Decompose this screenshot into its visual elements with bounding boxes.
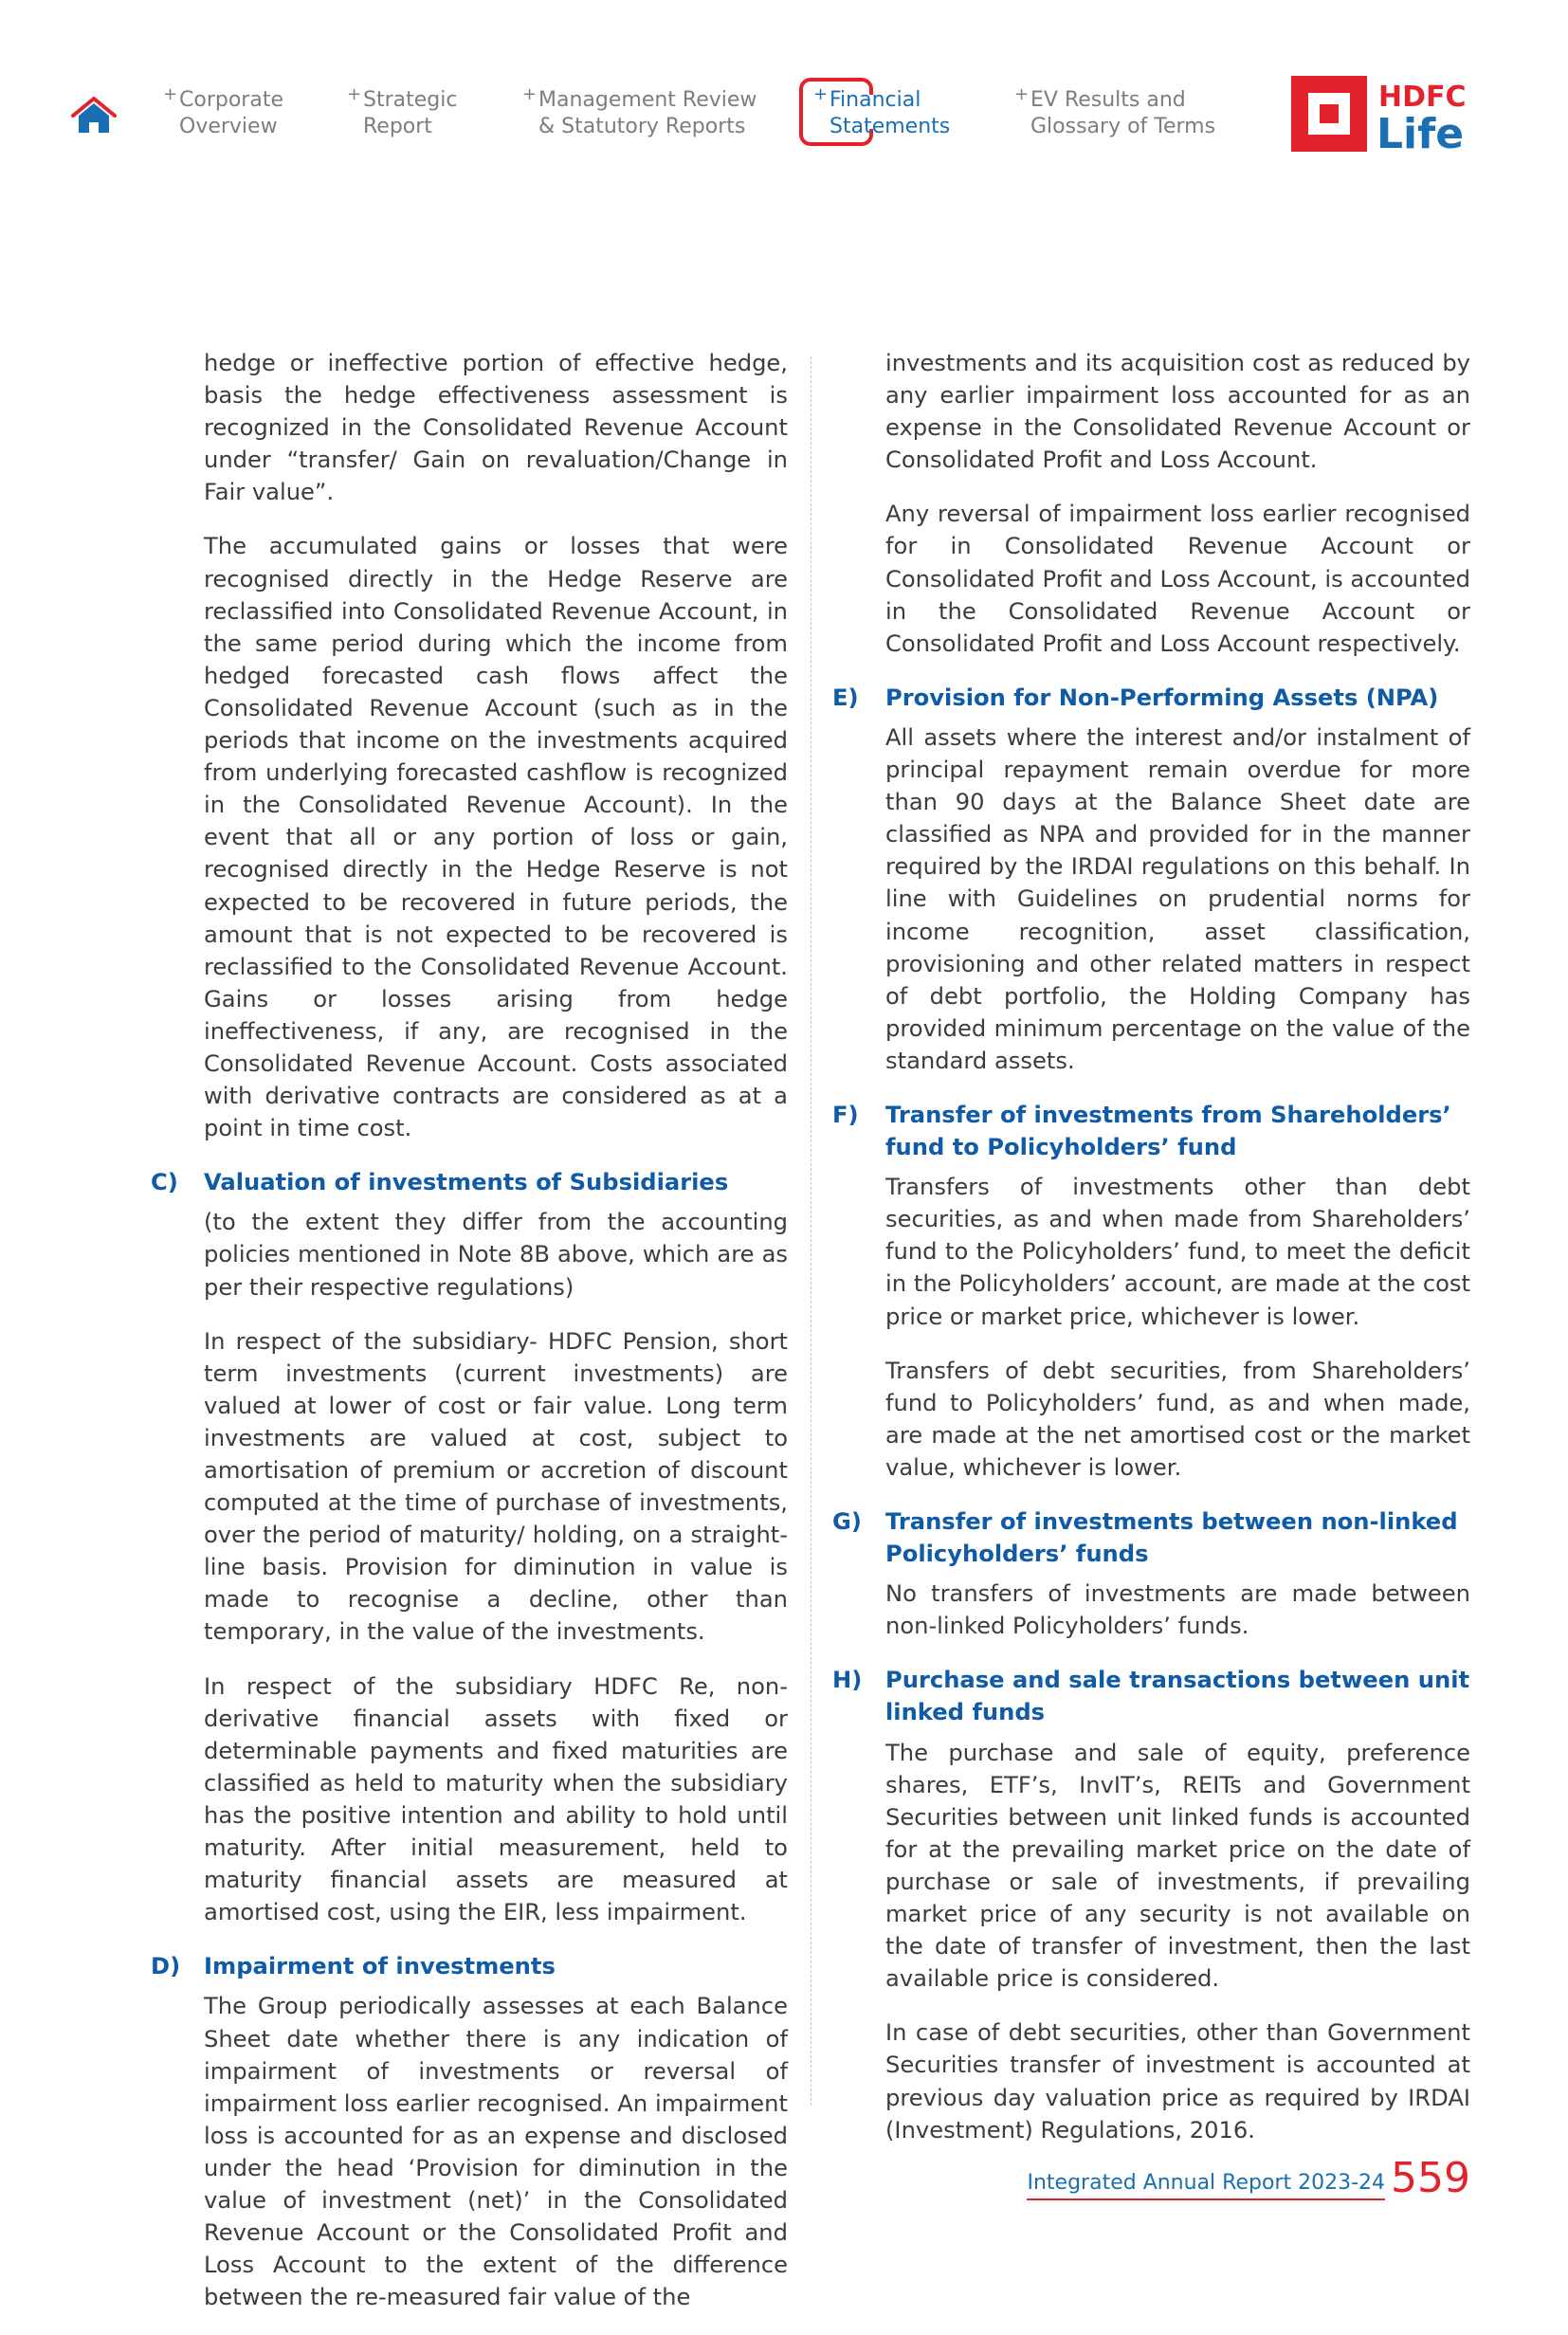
section-title: Valuation of investments of Subsidiaries (204, 1169, 729, 1196)
paragraph: Transfers of debt securities, from Shareholders’ fund to Policyholders’ fund, as and when made, are made at the net amortised cost or the market value, whichever is lower. (885, 1357, 1470, 1481)
paragraph: (to the extent they differ from the accounting policies mentioned in Note 8B above, which are as per their respective regulations) (204, 1209, 788, 1301)
section-heading-h (832, 1664, 1470, 1728)
nav-management-review[interactable] (522, 84, 757, 140)
section-letter: E) (832, 684, 859, 711)
svg-text:Life: Life (1377, 110, 1465, 152)
plus-icon: + (522, 84, 538, 104)
nav-label-line2: Report (363, 115, 432, 138)
paragraph: The purchase and sale of equity, preference shares, ETF’s, InvIT’s, REITs and Government Securities between unit linked funds is accounted for at the prevailing market price on the date of purchase or sale of investments, if prevailing market price of any security is not available on the date of transfer of investment, then the last available price is considered. (885, 1739, 1470, 1993)
section-title: Transfer of investments between non-linked Policyholders’ funds (885, 1508, 1458, 1568)
paragraph: In case of debt securities, other than Government Securities transfer of investment is accounted at previous day valuation price as required by IRDAI (Investment) Regulations, 2016. (885, 2019, 1470, 2143)
section-heading-d (151, 1950, 788, 1982)
nav-ev-results[interactable] (1014, 84, 1216, 140)
section-title: Purchase and sale transactions between unit linked funds (885, 1667, 1470, 1726)
nav-label-line1: Management Review (538, 88, 757, 112)
section-title: Impairment of investments (204, 1953, 556, 1980)
nav-strategic-report[interactable] (347, 84, 458, 140)
section-letter: C) (151, 1169, 178, 1196)
right-column (832, 347, 1470, 2168)
nav-label-line2: Glossary of Terms (1030, 115, 1216, 138)
page-number: 559 (1391, 2154, 1470, 2202)
plus-icon: + (813, 84, 829, 104)
hdfc-life-logo (1291, 76, 1471, 152)
svg-text:HDFC: HDFC (1378, 81, 1467, 114)
section-title: Transfer of investments from Shareholders’ fund to Policyholders’ fund (885, 1101, 1451, 1161)
section-heading-e (832, 682, 1470, 714)
paragraph: All assets where the interest and/or instalment of principal repayment remain overdue for more than 90 days at the Balance Sheet date are classified as NPA and provided for in the manner required by the IRDAI regulations on this behalf. In line with Guidelines on prudential norms for income recognition, asset classification, provisioning and other related matters in respect of debt portfolio, the Holding Company has provided minimum percentage on the value of the standard assets. (885, 723, 1470, 1074)
nav-label-line2: Statements (830, 115, 951, 138)
section-letter: G) (832, 1508, 862, 1535)
paragraph: The Group periodically assesses at each Balance Sheet date whether there is any indication of impairment of investments or reversal of impairment loss earlier recognised. An impairment loss is accounted for as an expense and disclosed under the head ‘Provision for diminution in the value of investment (net)’ in the Consolidated Revenue Account or the Consolidated Profit and Loss Account to the extent of the difference between the re-measured fair value of the (204, 1993, 788, 2311)
section-letter: H) (832, 1667, 863, 1694)
left-column (151, 347, 788, 2335)
nav-corporate-overview[interactable] (163, 84, 283, 140)
section-heading-f (832, 1099, 1470, 1163)
nav-label-line2: & Statutory Reports (538, 115, 746, 138)
plus-icon: + (347, 84, 362, 104)
paragraph: investments and its acquisition cost as reduced by any earlier impairment loss accounted for as an expense in the Consolidated Revenue Account or Consolidated Profit and Loss Account. (885, 350, 1470, 474)
section-letter: D) (151, 1953, 181, 1980)
nav-financial-statements[interactable] (813, 84, 951, 140)
paragraph: The accumulated gains or losses that were recognised directly in the Hedge Reserve are reclassified into Consolidated Revenue Account, in the same period during which the income from hedged forecasted cash flows affect the Consolidated Revenue Account (such as in the periods that income on the investments acquired from underlying forecasted cashflow is recognized in the Consolidated Revenue Account). In the event that all or any portion of loss or gain, recognised directly in the Hedge Reserve is not expected to be recovered in future periods, the amount that is not expected to be recovered is reclassified to the Consolidated Revenue Account. Gains or losses arising from hedge ineffectiveness, if any, are recognised in the Consolidated Revenue Account. Costs associated with derivative contracts are considered as at a point in time cost. (204, 533, 788, 1142)
paragraph: Any reversal of impairment loss earlier recognised for in Consolidated Revenue Account or Consolidated Profit and Loss Account, is accounted in the Consolidated Revenue Account or Consolidated Profit and Loss Account respectively. (885, 501, 1470, 657)
nav-label-line2: Overview (179, 115, 278, 138)
report-title: Integrated Annual Report 2023-24 (1027, 2171, 1385, 2200)
section-heading-g (832, 1505, 1470, 1570)
plus-icon: + (163, 84, 178, 104)
paragraph: hedge or ineffective portion of effective hedge, basis the hedge effectiveness assessment is recognized in the Consolidated Revenue Account under “transfer/ Gain on revaluation/Change in Fair value”. (204, 350, 788, 506)
section-heading-c (151, 1166, 788, 1198)
paragraph: In respect of the subsidiary HDFC Re, non-derivative financial assets with fixed or determinable payments and fixed maturities are classified as held to maturity when the subsidiary has the positive intention and ability to hold until maturity. After initial measurement, held to maturity financial assets are measured at amortised cost, using the EIR, less impairment. (204, 1672, 788, 1926)
home-icon[interactable] (70, 95, 118, 137)
nav-label-line1: EV Results and (1030, 88, 1186, 112)
paragraph: No transfers of investments are made between non-linked Policyholders’ funds. (885, 1580, 1470, 1640)
nav-label-line1: Corporate (179, 88, 283, 112)
paragraph: In respect of the subsidiary- HDFC Pension, short term investments (current investments) are valued at lower of cost or fair value. Long term investments are valued at cost, subject to amortisation of premium or accretion of discount computed at the time of purchase of investments, over the period of maturity/ holding, on a straight-line basis. Provision for diminution in value is made to recognise a decline, other than temporary, in the value of the investments. (204, 1327, 788, 1646)
nav-label-line1: Strategic (363, 88, 458, 112)
nav-label-line1: Financial (830, 88, 921, 112)
section-letter: F) (832, 1101, 859, 1128)
plus-icon: + (1014, 84, 1030, 104)
section-title: Provision for Non-Performing Assets (NPA) (885, 684, 1439, 711)
paragraph: Transfers of investments other than debt securities, as and when made from Shareholders’ fund to the Policyholders’ fund, to meet the deficit in the Policyholders’ account, are made at the cost price or market price, whichever is lower. (885, 1174, 1470, 1330)
